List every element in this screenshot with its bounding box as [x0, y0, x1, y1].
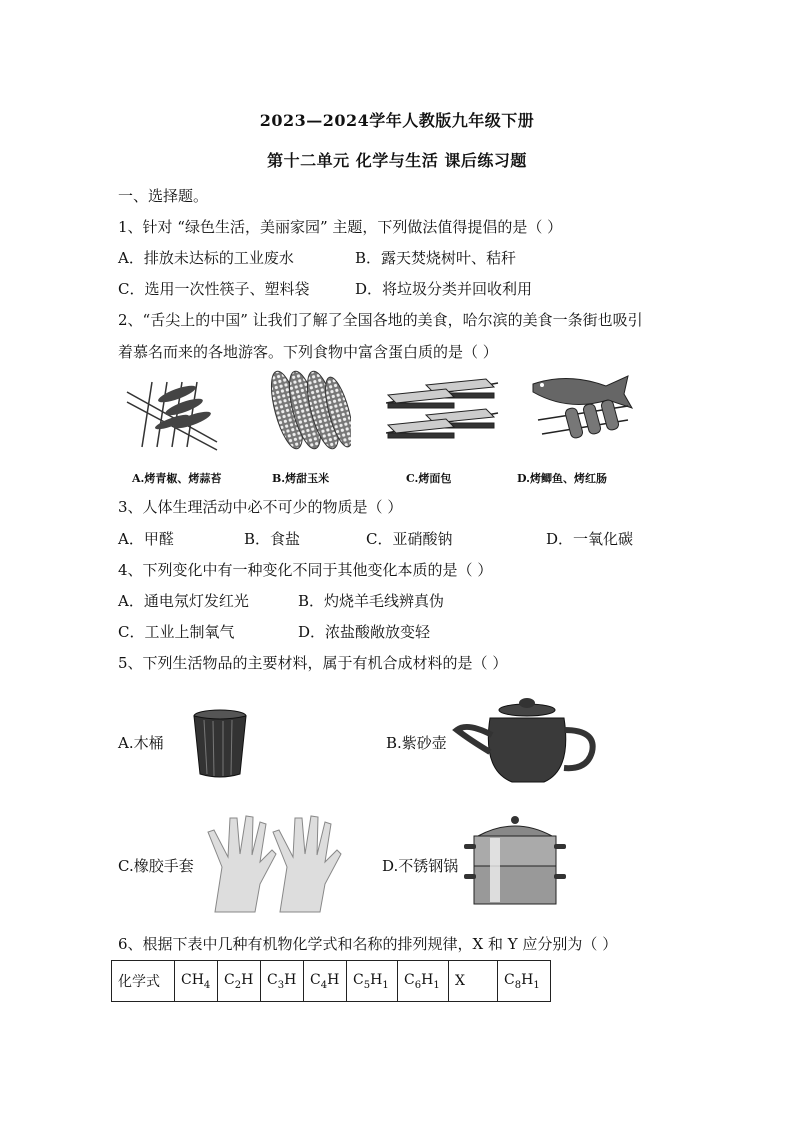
table-cell: $C_2H$ — [218, 961, 261, 1002]
q2-stem-line1: 2、“舌尖上的中国” 让我们了解了全国各地的美食，哈尔滨的美食一条街也吸引 — [118, 311, 643, 329]
q4-option-b: B．灼烧羊毛线辨真伪 — [298, 592, 445, 610]
q2-caption-a: A.烤青椒、烤蒜苔 — [132, 472, 222, 485]
q5-option-a: A.木桶 — [118, 734, 164, 752]
table-cell: $C_5H_1$ — [347, 961, 398, 1002]
q3-stem: 3、人体生理活动中必不可少的物质是（ ） — [118, 498, 403, 516]
q2-caption-d: D.烤鲫鱼、烤红肠 — [517, 472, 607, 485]
grilled-bread-image — [386, 375, 501, 440]
q1-option-b: B．露天焚烧树叶、秸秆 — [355, 249, 517, 267]
q1-option-a: A．排放未达标的工业废水 — [118, 249, 294, 267]
grilled-peppers-image — [122, 372, 222, 452]
q5-option-d: D.不锈钢锅 — [382, 857, 459, 875]
q4-option-c: C．工业上制氧气 — [118, 623, 235, 641]
table-cell: $C_4H$ — [304, 961, 347, 1002]
q2-caption-b: B.烤甜玉米 — [272, 472, 330, 485]
q6-stem: 6、根据下表中几种有机物化学式和名称的排列规律，X 和 Y 应分别为（ ） — [118, 935, 618, 953]
q2-stem-line2: 着慕名而来的各地游客。下列食物中富含蛋白质的是（ ） — [118, 343, 498, 361]
steel-steamer-image — [460, 814, 570, 914]
table-cell: $C_6H_1$ — [398, 961, 449, 1002]
table-row — [112, 961, 551, 1002]
teapot-image — [452, 690, 602, 790]
wooden-bucket-image — [190, 708, 250, 780]
q3-option-b: B．食盐 — [244, 530, 301, 548]
rubber-gloves-image — [200, 812, 345, 917]
table-cell: $C_8H_1$ — [498, 961, 551, 1002]
q5-stem: 5、下列生活物品的主要材料，属于有机合成材料的是（ ） — [118, 654, 508, 672]
grilled-fish-sausage-image — [528, 372, 634, 452]
q4-option-d: D．浓盐酸敞放变轻 — [298, 623, 431, 641]
q3-option-a: A．甲醛 — [118, 530, 174, 548]
grilled-corn-image — [265, 368, 351, 452]
q5-option-c: C.橡胶手套 — [118, 857, 194, 875]
q1-stem: 1、针对 “绿色生活，美丽家园” 主题，下列做法值得提倡的是（ ） — [118, 218, 563, 236]
q1-option-d: D．将垃圾分类并回收利用 — [355, 280, 533, 298]
table-cell: $C_3H$ — [261, 961, 304, 1002]
table-header-cell: 化学式 — [112, 961, 175, 1002]
table-cell-x: X — [449, 961, 498, 1002]
q4-option-a: A．通电氖灯发红光 — [118, 592, 249, 610]
page-title: 2023—2024学年人教版九年级下册 — [259, 111, 535, 130]
formula-table — [111, 960, 551, 1002]
q3-option-d: D．一氧化碳 — [546, 530, 634, 548]
page-subtitle: 第十二单元 化学与生活 课后练习题 — [267, 151, 527, 170]
table-cell: $CH_4$ — [175, 961, 218, 1002]
q1-option-c: C．选用一次性筷子、塑料袋 — [118, 280, 310, 298]
q2-caption-c: C.烤面包 — [406, 472, 452, 485]
q5-option-b: B.紫砂壶 — [386, 734, 447, 752]
q4-stem: 4、下列变化中有一种变化不同于其他变化本质的是（ ） — [118, 561, 493, 579]
q3-option-c: C．亚硝酸钠 — [366, 530, 453, 548]
section-heading: 一、选择题。 — [118, 187, 209, 205]
